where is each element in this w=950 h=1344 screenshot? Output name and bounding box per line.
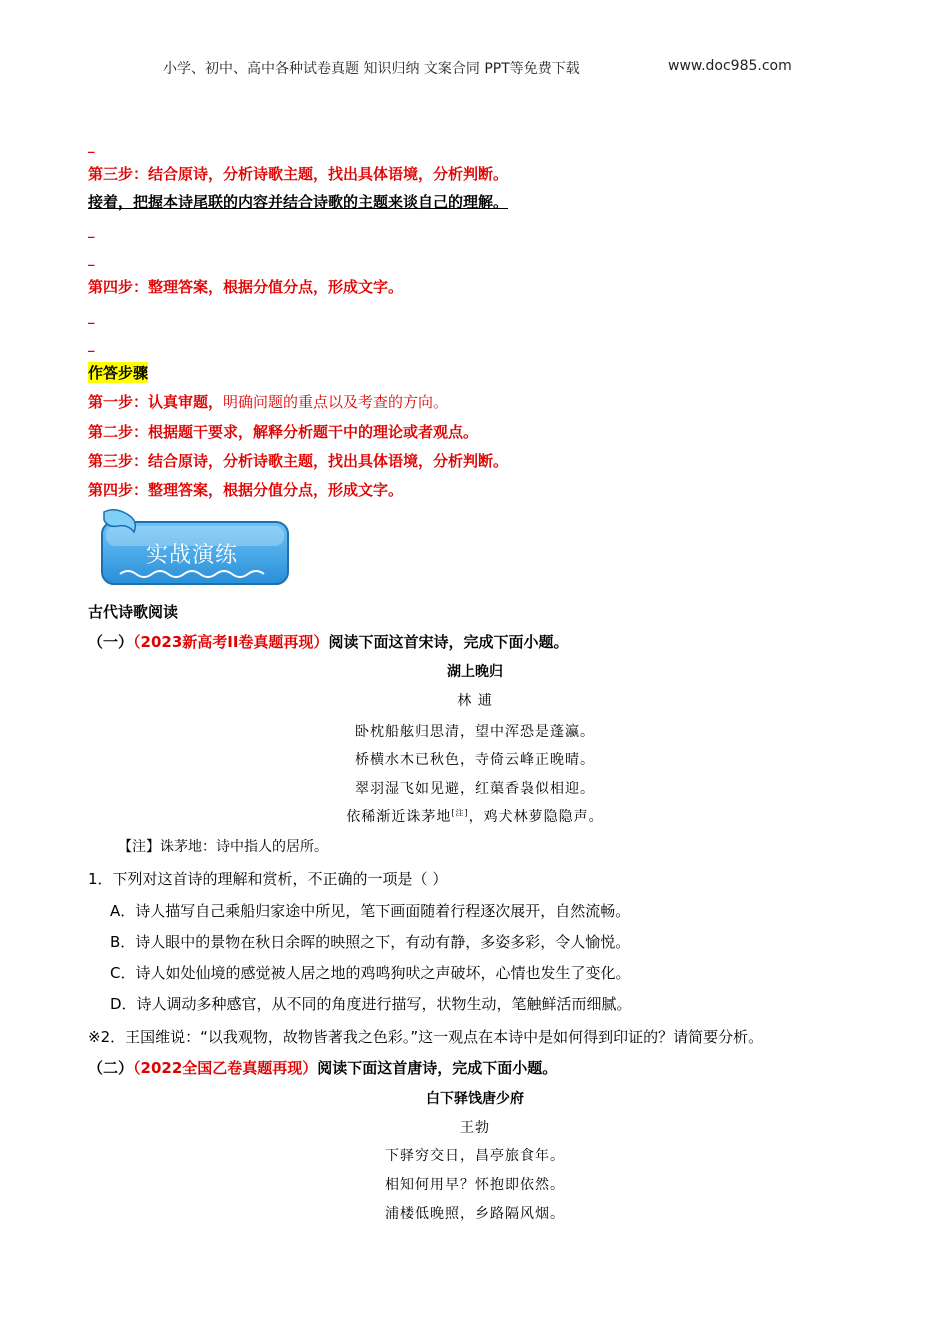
part2-instruction: 阅读下面这首唐诗，完成下面小题。 — [317, 1059, 558, 1077]
header-site-link[interactable]: www.doc985.com — [668, 58, 792, 74]
question-1-option-a: A．诗人描写自己乘船归家途中所见，笔下画面随着行程逐次展开，自然流畅。 — [110, 902, 631, 920]
poem2-line: 相知何用早？怀抱即依然。 — [385, 1177, 565, 1193]
step3-line: 第三步：结合原诗，分析诗歌主题，找出具体语境，分析判断。 — [88, 165, 509, 183]
question-2: ※2．王国维说：“以我观物，故物皆著我之色彩。”这一观点在本诗中是如何得到印证的？请简要分析。 — [88, 1028, 764, 1046]
part1-prefix: （一） — [88, 633, 134, 651]
section-title: 古代诗歌阅读 — [88, 603, 179, 621]
answer-step2: 第二步：根据题干要求，解释分析题干中的理论或者观点。 — [88, 423, 479, 441]
part1-heading — [88, 631, 568, 652]
poem2-line: 浦楼低晚照，乡路隔风烟。 — [385, 1206, 565, 1222]
poem1-line — [0, 806, 950, 826]
poem1-note-ref: [注] — [451, 808, 469, 818]
part2-source: （2022全国乙卷真题再现） — [133, 1059, 318, 1077]
poem2-poet: 王勃 — [460, 1120, 490, 1136]
poem1-poet: 林 逋 — [457, 693, 493, 709]
poem2-line: 下驿穷交日，昌亭旅食年。 — [385, 1148, 565, 1164]
poem1-line: 翠羽湿飞如见避，红蕖香袅似相迎。 — [355, 781, 595, 797]
poem1-line4-b: ，鸡犬林萝隐隐声。 — [468, 809, 604, 825]
question-1: 1．下列对这首诗的理解和赏析，不正确的一项是（ ） — [88, 870, 448, 888]
poem1-note-label: 【注】 — [118, 839, 160, 855]
blank-line: _ — [88, 139, 95, 154]
answer-step3: 第三步：结合原诗，分析诗歌主题，找出具体语境，分析判断。 — [88, 452, 509, 470]
poem2-title: 白下驿饯唐少府 — [426, 1091, 524, 1107]
then-line: 接着，把握本诗尾联的内容并结合诗歌的主题来谈自己的理解。 — [88, 193, 509, 211]
question-1-option-d: D．诗人调动多种感官，从不同的角度进行描写，状物生动，笔触鲜活而细腻。 — [110, 995, 632, 1013]
question-1-option-c: C．诗人如处仙境的感觉被人居之地的鸡鸣狗吠之声破坏，心情也发生了变化。 — [110, 964, 631, 982]
blank-line: _ — [88, 338, 95, 353]
answer-step4: 第四步：整理答案，根据分值分点，形成文字。 — [88, 481, 404, 499]
blank-line: _ — [88, 310, 95, 325]
question-1-option-b: B．诗人眼中的景物在秋日余晖的映照之下，有动有静，多姿多彩，令人愉悦。 — [110, 933, 631, 951]
step4-line: 第四步：整理答案，根据分值分点，形成文字。 — [88, 278, 404, 296]
blank-line: _ — [88, 224, 95, 239]
practice-banner — [98, 508, 293, 588]
answer-step1-bold: 第一步：认真审题， — [88, 393, 224, 411]
part2-prefix: （二） — [88, 1059, 134, 1077]
poem1-title: 湖上晚归 — [447, 664, 503, 680]
part1-source: （2023新高考II卷真题再现） — [133, 633, 329, 651]
practice-banner-label: 实战演练 — [146, 543, 239, 568]
part2-heading — [88, 1057, 557, 1078]
poem1-note-text: 诛茅地：诗中指人的居所。 — [160, 839, 328, 855]
answer-step1 — [88, 391, 448, 412]
poem1-note — [118, 836, 328, 856]
answer-step1-rest: 明确问题的重点以及考查的方向。 — [223, 393, 449, 411]
answer-steps-title: 作答步骤 — [88, 364, 149, 382]
poem1-line: 桥横水木已秋色，寺倚云峰正晚晴。 — [355, 752, 595, 768]
header-tagline: 小学、初中、高中各种试卷真题 知识归纳 文案合同 PPT等免费下载 — [163, 61, 580, 77]
part1-instruction: 阅读下面这首宋诗，完成下面小题。 — [328, 633, 569, 651]
poem1-line4-a: 依稀渐近诛茅地 — [346, 809, 452, 825]
blank-line: _ — [88, 252, 95, 267]
poem1-line: 卧枕船舷归思清，望中浑恐是蓬瀛。 — [355, 724, 595, 740]
